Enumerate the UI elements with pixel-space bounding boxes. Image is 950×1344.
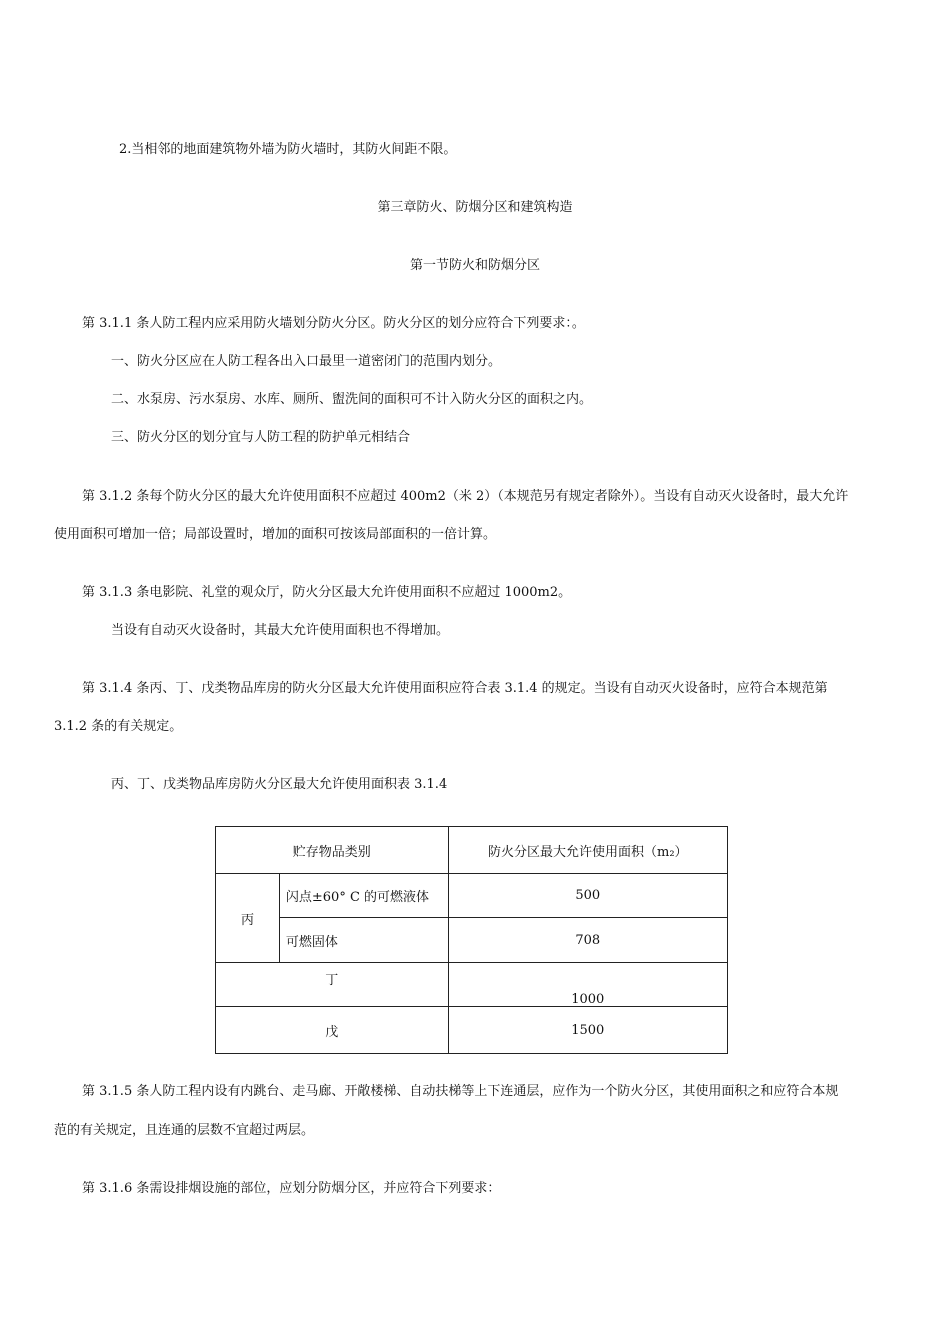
item-combustible-solid: 可燃固体 xyxy=(279,918,448,963)
class-ding-label: 丁 xyxy=(325,973,339,988)
article-3-1-1-item-2: 二、水泵房、污水泵房、水库、厕所、盥洗间的面积可不计入防火分区的面积之内。 xyxy=(111,392,593,407)
article-3-1-1-item-1: 一、防火分区应在人防工程各出入口最里一道密闭门的范围内划分。 xyxy=(111,354,502,369)
area-ding-cell xyxy=(448,963,727,1007)
chapter-title: 第三章防火、防烟分区和建筑构造 xyxy=(377,200,573,215)
header-category: 贮存物品类别 xyxy=(216,827,449,874)
header-area: 防火分区最大允许使用面积（m₂） xyxy=(448,827,727,874)
fire-compartment-area-table xyxy=(215,826,728,1054)
article-3-1-6: 第 3.1.6 条需设排烟设施的部位，应划分防烟分区，并应符合下列要求： xyxy=(82,1181,501,1196)
article-3-1-5-line-2: 范的有关规定，且连通的层数不宜超过两层。 xyxy=(54,1123,315,1138)
article-3-1-5-line-1: 第 3.1.5 条人防工程内设有内跳台、走马廊、开敞楼梯、自动扶梯等上下连通层，应作为一个防火分区，其使用面积之和应符合本规 xyxy=(82,1084,839,1099)
table-caption: 丙、丁、戊类物品库房防火分区最大允许使用面积表 3.1.4 xyxy=(111,777,448,792)
article-3-1-4-line-1: 第 3.1.4 条丙、丁、戊类物品库房的防火分区最大允许使用面积应符合表 3.1.4 的规定。当设有自动灭火设备时，应符合本规范第 xyxy=(82,681,828,696)
article-3-1-4-line-2: 3.1.2 条的有关规定。 xyxy=(54,719,183,734)
area-combustible-solid: 708 xyxy=(448,918,727,963)
section-title: 第一节防火和防烟分区 xyxy=(409,258,540,273)
item-flammable-liquid: 闪点±60° C 的可燃液体 xyxy=(279,874,448,918)
table-row xyxy=(216,963,728,1007)
article-3-1-1-item-3: 三、防火分区的划分宜与人防工程的防护单元相结合 xyxy=(111,430,411,445)
class-bing-cell: 丙 xyxy=(216,874,280,963)
table-row xyxy=(216,874,728,918)
class-wu-cell: 戊 xyxy=(216,1007,449,1054)
class-ding-cell xyxy=(216,963,449,1007)
article-3-1-3-line-1: 第 3.1.3 条电影院、礼堂的观众厅，防火分区最大允许使用面积不应超过 1000m2。 xyxy=(82,585,572,600)
table-row xyxy=(216,1007,728,1054)
article-3-1-2-line-2: 使用面积可增加一倍；局部设置时，增加的面积可按该局部面积的一倍计算。 xyxy=(54,527,497,542)
table-header-row xyxy=(216,827,728,874)
article-3-1-2-line-1: 第 3.1.2 条每个防火分区的最大允许使用面积不应超过 400m2（米 2）（本规范另有规定者除外）。当设有自动灭火设备时，最大允许 xyxy=(82,489,849,504)
area-ding-value: 1000 xyxy=(571,992,605,1007)
article-3-1-1: 第 3.1.1 条人防工程内应采用防火墙划分防火分区。防火分区的划分应符合下列要求：。 xyxy=(82,316,585,331)
area-flammable-liquid: 500 xyxy=(448,874,727,918)
area-wu-cell: 1500 xyxy=(448,1007,727,1054)
paragraph-fire-wall-spacing: 2.当相邻的地面建筑物外墙为防火墙时，其防火间距不限。 xyxy=(119,142,457,157)
table-row xyxy=(216,918,728,963)
article-3-1-3-line-2: 当设有自动灭火设备时，其最大允许使用面积也不得增加。 xyxy=(111,623,450,638)
